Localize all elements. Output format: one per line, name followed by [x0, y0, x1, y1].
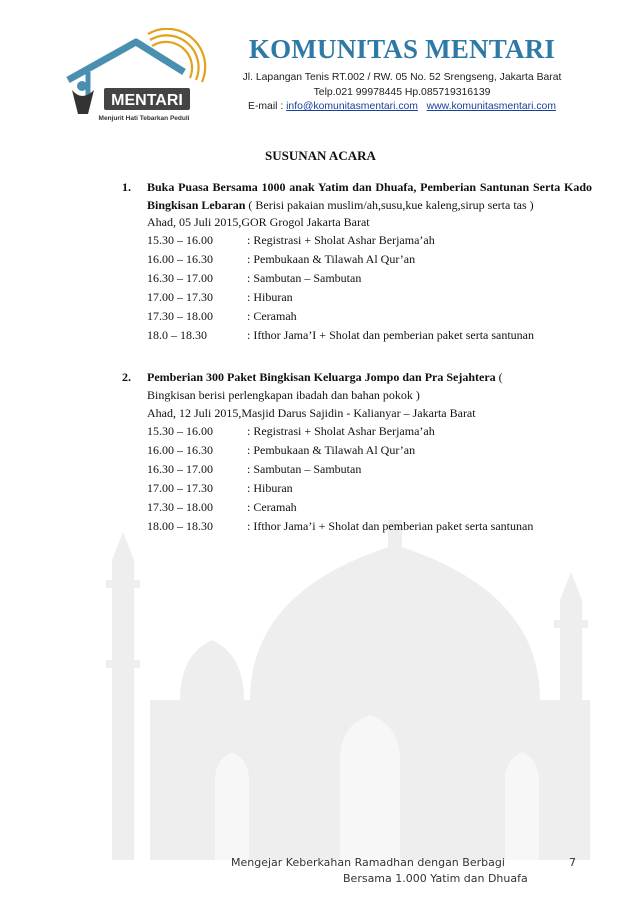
schedule-time: 18.00 – 18.30	[147, 518, 213, 533]
schedule-row	[147, 423, 592, 442]
schedule-time: 17.00 – 17.30	[147, 480, 213, 495]
schedule-time: 16.00 – 16.30	[147, 442, 213, 457]
page-title: SUSUNAN ACARA	[265, 148, 376, 163]
schedule-list	[147, 232, 592, 346]
item-body	[147, 369, 592, 537]
schedule-list	[147, 423, 592, 537]
schedule-time: 15.30 – 16.00	[147, 233, 213, 248]
item-heading	[147, 179, 592, 214]
date-place: Ahad, 05 Juli 2015,GOR Grogol Jakarta Barat	[147, 215, 370, 230]
logo-name: MENTARI	[111, 92, 183, 109]
schedule-activity: : Registrasi + Sholat Ashar Berjama’ah	[247, 423, 435, 438]
schedule-row	[147, 327, 592, 346]
schedule-row	[147, 270, 592, 289]
item-heading	[147, 369, 592, 387]
heading-rest-2: Bingkisan berisi perlengkapan ibadah dan bahan pokok )	[147, 387, 420, 402]
schedule-activity: : Pembukaan & Tilawah Al Qur’an	[247, 252, 416, 267]
schedule-time: 17.30 – 18.00	[147, 309, 213, 324]
org-phone: Telp.021 99978445 Hp.085719316139	[313, 87, 491, 98]
heading-rest: ( Berisi pakaian muslim/ah,susu,kue kaleng,sirup serta tas )	[245, 197, 534, 212]
heading-rest: (	[495, 370, 503, 384]
schedule-row	[147, 289, 592, 308]
date-place: Ahad, 12 Juli 2015,Masjid Darus Sajidin - Kalianyar – Jakarta Barat	[147, 405, 476, 420]
item-body	[147, 179, 592, 346]
schedule-row	[147, 442, 592, 461]
schedule-row	[147, 308, 592, 327]
org-name: KOMUNITAS MENTARI	[248, 34, 556, 64]
schedule-activity: : Ifthor Jama’i + Sholat dan pemberian paket serta santunan	[247, 518, 534, 533]
item-number: 1.	[122, 180, 131, 194]
item-number: 2.	[122, 370, 131, 384]
schedule-time: 17.30 – 18.00	[147, 499, 213, 514]
website-link[interactable]: www.komunitasmentari.com	[426, 101, 556, 112]
footer-slogan-line1: Mengejar Keberkahan Ramadhan dengan Berbagi	[231, 856, 505, 869]
schedule-activity: : Ceramah	[247, 309, 297, 324]
schedule-activity: : Registrasi + Sholat Ashar Berjama’ah	[247, 233, 435, 248]
schedule-time: 16.30 – 17.00	[147, 461, 213, 476]
heading-bold: Buka Puasa Bersama 1000 anak Yatim dan Dhuafa, Pemberian Santunan	[147, 180, 530, 194]
schedule-activity: : Ceramah	[247, 499, 297, 514]
footer-slogan-line2: Bersama 1.000 Yatim dan Dhuafa	[343, 872, 528, 885]
heading-bold-2: Serta Kado Bingkisan Lebaran	[147, 180, 592, 212]
schedule-time: 16.30 – 17.00	[147, 271, 213, 286]
org-address: Jl. Lapangan Tenis RT.002 / RW. 05 No. 52 Srengseng, Jakarta Barat	[242, 72, 562, 83]
schedule-time: 15.30 – 16.00	[147, 423, 213, 438]
schedule-activity: : Sambutan – Sambutan	[247, 271, 362, 286]
schedule-row	[147, 499, 592, 518]
schedule-activity: : Ifthor Jama’I + Sholat dan pemberian paket serta santunan	[247, 328, 535, 343]
heading-bold: Pemberian 300 Paket Bingkisan Keluarga Jompo dan Pra Sejahtera	[147, 370, 496, 384]
page-number: 7	[569, 856, 576, 869]
schedule-row	[147, 251, 592, 270]
schedule-row	[147, 461, 592, 480]
schedule-row	[147, 232, 592, 251]
schedule-time: 17.00 – 17.30	[147, 290, 213, 305]
schedule-row	[147, 480, 592, 499]
email-link[interactable]: info@komunitasmentari.com	[286, 101, 418, 112]
email-label: E-mail :	[248, 101, 287, 112]
schedule-row	[147, 518, 592, 537]
logo-tagline: Menjurit Hati Tebarkan Peduli	[98, 115, 190, 122]
schedule-activity: : Hiburan	[247, 290, 293, 305]
schedule-time: 18.0 – 18.30	[147, 328, 207, 343]
schedule-activity: : Pembukaan & Tilawah Al Qur’an	[247, 442, 416, 457]
schedule-activity: : Hiburan	[247, 480, 293, 495]
schedule-activity: : Sambutan – Sambutan	[247, 461, 362, 476]
schedule-time: 16.00 – 16.30	[147, 252, 213, 267]
